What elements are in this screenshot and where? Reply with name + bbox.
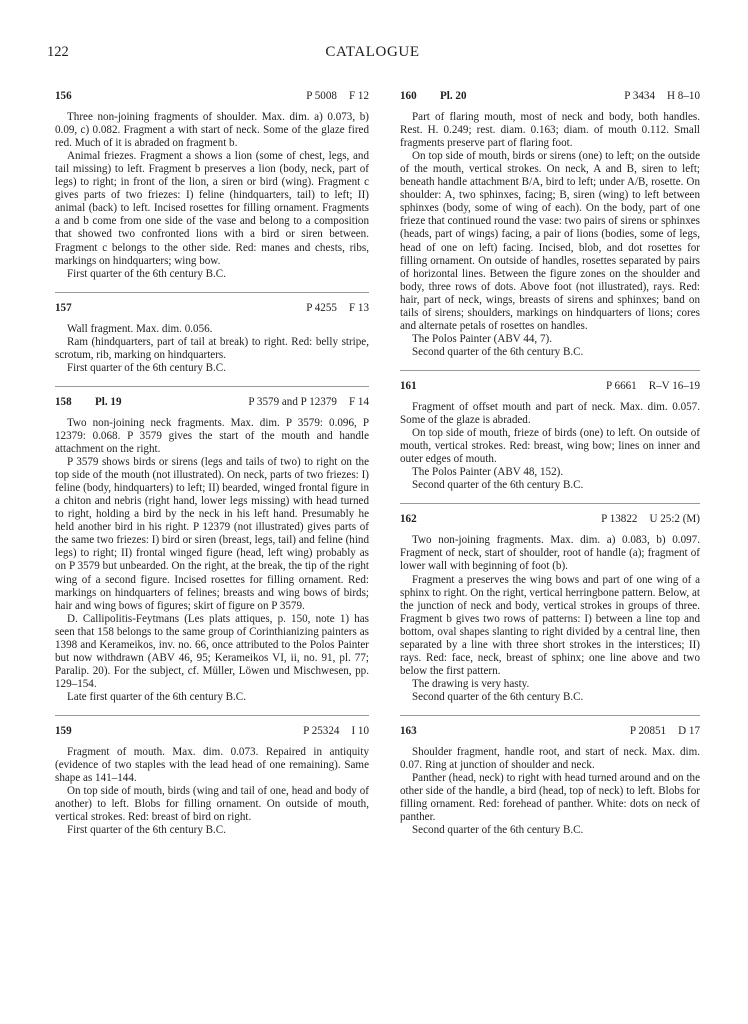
entry-paragraph: Second quarter of the 6th century B.C.: [412, 479, 584, 492]
plate-reference: [95, 302, 306, 315]
entry-paragraph: Part of flaring mouth, most of neck and body, both handles. Rest. H. 0.249; rest. diam. 0.163; diam. of mouth 0.112. Small fragments preserve part of flaring foot.: [400, 111, 700, 150]
entry-number: 160: [400, 90, 417, 102]
catalogue-entry: [55, 80, 369, 281]
entry-number: 157: [55, 301, 72, 314]
entry-paragraph: Panther (head, neck) to right with head turned around and on the other side of the handle, a bird (head, top of neck) to left. Blobs for filling ornament. Red: forehead of panther. White: dots on neck of panther.: [400, 772, 700, 824]
plate-reference: [440, 513, 601, 526]
entry-paragraph: On top side of mouth, birds (wing and tail of one, head and body of another) to left. Blobs for filling ornament. On outside of mouth, vertical strokes. Red: breast of bird on right.: [55, 785, 369, 824]
entry-paragraph: On top side of mouth, birds or sirens (one) to left; on the outside of the mouth, vertical strokes. On neck, A and B, siren to left; beneath handle attachment B/A, bird to left; under A/B, rosette. On shoulder: A, two sphinxes, facing; B, siren (wing) to left between sphinxes (body, some of wing of each). On the body, part of one frieze that continued round the vase: two pairs of sirens or sphinxes (heads, part of wings) facing, a pair of lions (bodies, some of legs, head of one on left) facing. Incised, blob, and dot rosettes for filling ornament. On outside of handles, rosettes separated by pairs of horizontal lines. Between the figure zones on the shoulder and body, three rows of dots. Above foot (not illustrated), rays. Red: hair, part of neck, wings, breasts of sirens and sphinxes; band on tails of sirens; shoulders, markings on hindquarters of lions; cores and alternate petals of rosettes on handles.: [400, 150, 700, 332]
entry-number: 162: [400, 513, 417, 526]
entry-paragraph: The drawing is very hasty.: [412, 677, 530, 690]
grid-location: F 14: [348, 395, 369, 408]
entry-paragraph: The Polos Painter (ABV 48, 152).: [412, 466, 564, 479]
entry-paragraph: Wall fragment. Max. dim. 0.056.: [67, 322, 213, 335]
catalogue-entry: [55, 715, 369, 837]
catalogue-entry: [55, 386, 369, 704]
entry-paragraph: Second quarter of the 6th century B.C.: [412, 824, 584, 837]
entry-paragraph: Ram (hindquarters, part of tail at break) to right. Red: belly stripe, scrotum, rib, marking on hindquarters.: [55, 335, 369, 361]
entry-divider: [55, 386, 369, 387]
entry-paragraph: First quarter of the 6th century B.C.: [67, 267, 226, 280]
entry-paragraph: Fragment a preserves the wing bows and part of one wing of a sphinx to right. On the right, vertical herringbone pattern. Below, at the junction of neck and body, vertical strokes in groups of three. Fragment b gives two rows of patterns: I) between a line top and bottom, oval shapes slanting to right divided by a central line, then separated by a line with three short strokes in the interstices; II) rays. Red: face, neck, breast of sphinx; one line above and two below the first pattern.: [400, 573, 700, 677]
page-number: 122: [47, 44, 69, 60]
grid-location: U 25:2 (M): [649, 513, 700, 526]
grid-location: F 12: [348, 90, 369, 102]
entry-paragraph: First quarter of the 6th century B.C.: [67, 361, 226, 374]
entry-paragraph: D. Callipolitis-Feytmans (Les plats attiques, p. 150, note 1) has seen that 158 belongs to the same group of Corinthianizing painters as 1398 and Kerameikos, inv. no. 66, once attributed to the Polos Painter but now withdrawn (ABV 46, 95; Kerameikos VI, ii, no. 91, pl. 77; Paralip. 20). For the subject, cf. Müller, Löwen und Mischwesen, pp. 129–154.: [55, 612, 369, 690]
entry-paragraph: On top side of mouth, frieze of birds (one) to left. On outside of mouth, vertical strokes. Red: breast, wing bow; lines on inner and outer edges of mouth.: [400, 427, 700, 466]
entry-paragraph: P 3579 shows birds or sirens (legs and tails of two) to right on the top side of the mouth (not illustrated). On neck, parts of two friezes: I) feline (body, hindquarters) to left; II) bearded, winged frontal figure in a chiton and nebris (right hand, lower legs missing) with head turned to right, holding a bird by the neck in his left hand. Presumably he held another bird in his right. P 12379 (not illustrated) gives parts of the same two friezes: I) bird or siren (breast, legs, tail) and feline (hind legs) to right; II) frontal winged figure (head, left wing) probably as on P 3579 but unbearded. On the right, at the break, the tip of the right wing of a second figure. Incised rosettes for filling ornament. Red: markings on hindquarters of felines; breasts and wing bows of birds; hair and wing bows of figures; skirt of figure on P 3579.: [55, 456, 369, 612]
catalogue-entry: [400, 503, 700, 704]
plate-reference: [95, 90, 306, 103]
entry-paragraph: Shoulder fragment, handle root, and start of neck. Max. dim. 0.07. Ring at junction of shoulder and neck.: [400, 746, 700, 772]
entry-header: [400, 725, 700, 738]
left-column: [55, 78, 369, 848]
plate-reference: [440, 380, 606, 393]
entry-paragraph: Second quarter of the 6th century B.C.: [412, 690, 584, 703]
entry-paragraph: First quarter of the 6th century B.C.: [67, 824, 226, 837]
inventory-number: P 3579 and P 12379: [248, 395, 337, 408]
entry-divider: [55, 715, 369, 716]
entry-header: [55, 396, 369, 409]
entry-header: [400, 90, 700, 103]
entry-number: 159: [55, 724, 72, 737]
entry-paragraph: Second quarter of the 6th century B.C.: [412, 345, 584, 358]
entry-divider: [400, 370, 700, 371]
entry-number: 161: [400, 379, 417, 392]
right-column: [400, 78, 700, 848]
entry-paragraph: Fragment of offset mouth and part of neck. Max. dim. 0.057. Some of the glaze is abraded.: [400, 400, 700, 427]
grid-location: F 13: [348, 301, 369, 314]
entry-header: [400, 513, 700, 526]
entry-paragraph: Three non-joining fragments of shoulder. Max. dim. a) 0.073, b) 0.09, c) 0.082. Fragment a with start of neck. Some of the glaze fired red. Much of it is abraded on fragment b.: [55, 111, 369, 150]
catalogue-entry: [55, 292, 369, 375]
plate-reference: [440, 725, 630, 738]
plate-reference: [95, 725, 303, 738]
entry-header: [55, 90, 369, 103]
entry-number: 163: [400, 724, 417, 737]
plate-reference: Pl. 19: [95, 395, 122, 408]
catalogue-entry: [400, 715, 700, 837]
plate-reference: Pl. 20: [440, 90, 467, 102]
entry-divider: [400, 503, 700, 504]
grid-location: R–V 16–19: [648, 379, 700, 392]
entry-number: 156: [55, 90, 72, 102]
entry-header: [400, 380, 700, 393]
inventory-number: P 5008: [306, 90, 337, 102]
inventory-number: P 4255: [306, 301, 337, 314]
grid-location: H 8–10: [667, 90, 700, 102]
entry-number: 158: [55, 395, 72, 408]
entry-paragraph: Two non-joining neck fragments. Max. dim. P 3579: 0.096, P 12379: 0.068. P 3579 gives the start of the mouth and handle attachment on the right.: [55, 416, 369, 456]
inventory-number: P 3434: [624, 90, 656, 102]
entry-paragraph: Two non-joining fragments. Max. dim. a) 0.083, b) 0.097. Fragment of neck, start of shoulder, root of handle (a); fragment of lower wall with beginning of foot (b).: [400, 534, 700, 573]
grid-location: D 17: [678, 724, 700, 737]
entry-paragraph: Animal friezes. Fragment a shows a lion (some of chest, legs, and tail missing) to left. Fragment b preserves a lion (body, neck, part of legs) to right; in front of the lion, a siren or bird (wing). Fragment c gives parts of two friezes: I) feline (hindquarters, tail) to left; II) animal (back) to left. Incised rosettes for filling ornament. Fragments a and b come from one side of the vase and belong to a composition that showed two confronted lions with a bird or siren between. Fragment c belongs to the other side. Red: manes and chests, ribs, markings on hindquarters; wing bow.: [55, 150, 369, 267]
entry-paragraph: Fragment of mouth. Max. dim. 0.073. Repaired in antiquity (evidence of two staples with the lead head of one remaining). Same shape as 141–144.: [55, 746, 369, 785]
running-head: CATALOGUE: [325, 44, 420, 60]
entry-divider: [400, 715, 700, 716]
inventory-number: P 13822: [601, 513, 638, 526]
entry-paragraph: Late first quarter of the 6th century B.C.: [67, 690, 246, 703]
entry-divider: [55, 292, 369, 293]
inventory-number: P 20851: [629, 724, 667, 737]
catalogue-entry: [400, 80, 700, 359]
entry-paragraph: The Polos Painter (ABV 44, 7).: [412, 332, 552, 345]
entry-header: [55, 725, 369, 738]
entry-header: [55, 302, 369, 315]
catalogue-entry: [400, 370, 700, 492]
inventory-number: P 6661: [606, 379, 637, 392]
grid-location: I 10: [351, 724, 369, 737]
page-header: [47, 44, 698, 64]
inventory-number: P 25324: [303, 724, 340, 737]
